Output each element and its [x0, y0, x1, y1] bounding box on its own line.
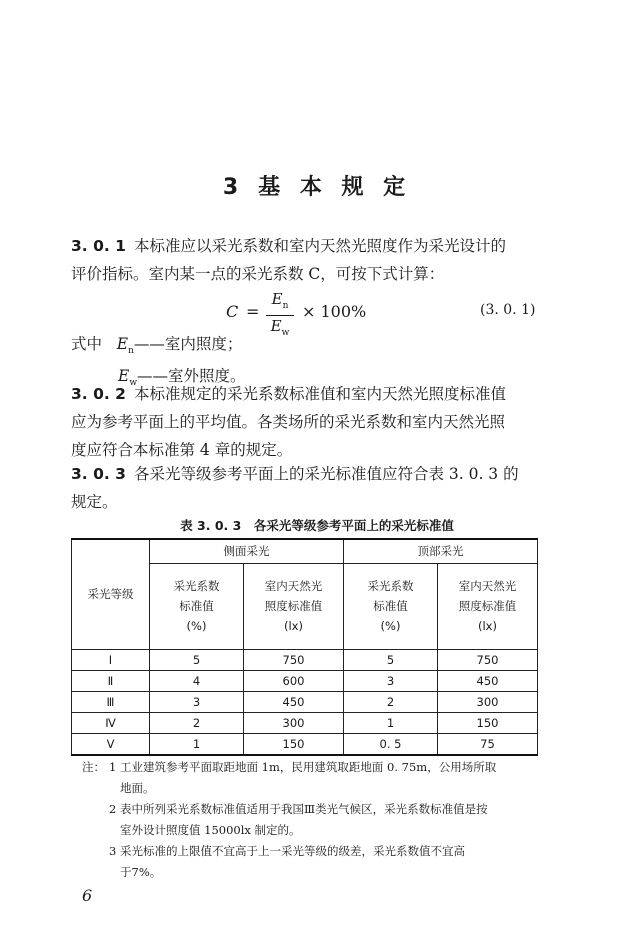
formula-equals: = — [246, 302, 260, 321]
header-side-illuminance: 室内天然光 照度标准值 (lx) — [244, 563, 344, 649]
clause-3-0-2 — [71, 380, 541, 464]
cell-top-coefficient: 0. 5 — [344, 733, 438, 755]
cell-top-coefficient: 2 — [344, 691, 438, 712]
cell-side-illuminance: 450 — [244, 691, 344, 712]
formula-lhs: C — [226, 302, 239, 321]
definition-row: $E_w——$室外照度。 — [118, 367, 246, 389]
table-row — [72, 733, 538, 755]
cell-side-coefficient: 5 — [150, 649, 244, 670]
cell-side-illuminance: 600 — [244, 670, 344, 691]
formula-equation-number: (3. 0. 1) — [480, 302, 536, 318]
cell-level: Ⅱ — [72, 670, 150, 691]
clause-number: 3. 0. 3 — [71, 465, 126, 483]
table-notes — [82, 757, 542, 883]
cell-side-illuminance: 300 — [244, 712, 344, 733]
note-line: 室外设计照度值 15000lx 制定的。 — [120, 823, 301, 837]
cell-level: Ⅰ — [72, 649, 150, 670]
clause-text-line: 评价指标。室内某一点的采光系数 C，可按下式计算： — [71, 265, 445, 283]
formula-denominator: $E_w$ — [270, 317, 290, 338]
note-number: 3 — [109, 844, 117, 858]
cell-top-coefficient: 1 — [344, 712, 438, 733]
clause-text-line: 本标准应以采光系数和室内天然光照度作为采光设计的 — [133, 237, 506, 255]
cell-top-illuminance: 300 — [438, 691, 538, 712]
table-row — [72, 649, 538, 670]
header-side-coefficient: 采光系数 标准值 (%) — [150, 563, 244, 649]
cell-level: Ⅴ — [72, 733, 150, 755]
clause-3-0-1 — [71, 232, 541, 288]
cell-side-coefficient: 3 — [150, 691, 244, 712]
cell-top-illuminance: 75 — [438, 733, 538, 755]
cell-top-coefficient: 5 — [344, 649, 438, 670]
clause-text-line: 各采光等级参考平面上的采光标准值应符合表 3. 0. 3 的 — [133, 465, 519, 483]
header-group-side: 侧面采光 — [150, 539, 344, 563]
header-top-coefficient: 采光系数 标准值 (%) — [344, 563, 438, 649]
cell-top-illuminance: 150 — [438, 712, 538, 733]
formula-fraction — [266, 290, 294, 343]
clause-text-line: 规定。 — [71, 493, 118, 511]
chapter-title-text: 基 本 规 定 — [258, 175, 412, 200]
header-top-illuminance: 室内天然光 照度标准值 (lx) — [438, 563, 538, 649]
clause-number: 3. 0. 1 — [71, 237, 126, 255]
table-row — [72, 670, 538, 691]
note-item — [82, 841, 542, 883]
clause-3-0-3 — [71, 460, 541, 516]
formula-numerator: $E_n$ — [266, 290, 294, 316]
definition-row: 式中 $E_n——$室内照度； — [71, 335, 243, 357]
note-line: 采光标准的上限值不宜高于上一采光等级的级差，采光系数值不宜高 — [120, 844, 465, 858]
formula-rhs: × 100% — [302, 302, 367, 321]
cell-side-coefficient: 4 — [150, 670, 244, 691]
note-number: 1 — [109, 760, 117, 774]
header-group-top: 顶部采光 — [344, 539, 538, 563]
note-item — [82, 799, 542, 841]
cell-side-illuminance: 750 — [244, 649, 344, 670]
cell-level: Ⅲ — [72, 691, 150, 712]
notes-label: 注： — [82, 760, 105, 774]
chapter-title — [0, 170, 634, 201]
clause-text-line: 应为参考平面上的平均值。各类场所的采光系数和室内天然光照 — [71, 413, 506, 431]
chapter-number: 3 — [222, 175, 245, 200]
cell-side-illuminance: 150 — [244, 733, 344, 755]
table-row — [72, 691, 538, 712]
note-line: 地面。 — [120, 781, 155, 795]
page-number: 6 — [82, 886, 93, 905]
clause-text-line: 本标准规定的采光系数标准值和室内天然光照度标准值 — [133, 385, 506, 403]
note-item — [82, 757, 542, 799]
note-line: 工业建筑参考平面取距地面 1m，民用建筑取距地面 0. 75m，公用场所取 — [120, 760, 497, 774]
clause-number: 3. 0. 2 — [71, 385, 126, 403]
clause-text-line: 度应符合本标准第 4 章的规定。 — [71, 441, 293, 459]
note-line: 表中所列采光系数标准值适用于我国Ⅲ类光气候区，采光系数标准值是按 — [120, 802, 488, 816]
cell-top-illuminance: 750 — [438, 649, 538, 670]
note-line: 于7%。 — [120, 865, 162, 879]
daylight-standard-table — [71, 538, 538, 756]
note-number: 2 — [109, 802, 117, 816]
formula-3-0-1 — [0, 290, 634, 338]
cell-top-coefficient: 3 — [344, 670, 438, 691]
cell-level: Ⅳ — [72, 712, 150, 733]
header-level: 采光等级 — [72, 539, 150, 649]
table-caption: 表 3. 0. 3 各采光等级参考平面上的采光标准值 — [180, 518, 454, 533]
cell-side-coefficient: 1 — [150, 733, 244, 755]
cell-top-illuminance: 450 — [438, 670, 538, 691]
cell-side-coefficient: 2 — [150, 712, 244, 733]
definitions-prefix: 式中 — [71, 335, 103, 353]
table-row — [72, 712, 538, 733]
